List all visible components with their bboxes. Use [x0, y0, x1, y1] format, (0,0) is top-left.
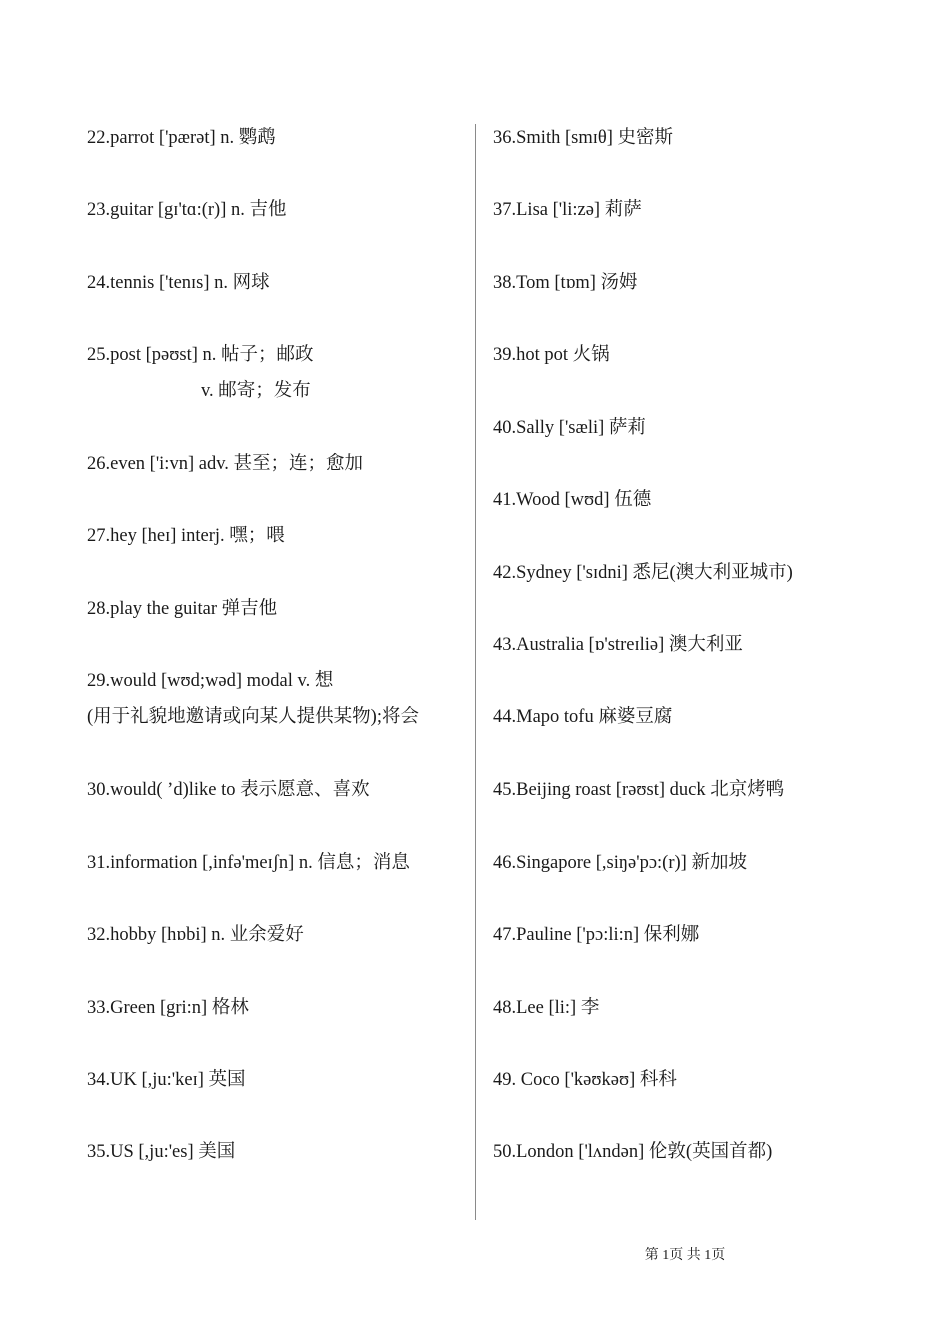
vocab-entry-text: 34.UK [,ju:'keɪ] 英国	[87, 1070, 246, 1090]
vocab-entry	[493, 772, 784, 808]
vocab-entry-text: 30.would( ’d)like to 表示愿意、喜欢	[87, 780, 370, 800]
vocab-entry	[87, 1062, 246, 1098]
vocab-entry-text: 33.Green [gri:n] 格林	[87, 998, 249, 1018]
vocab-entry-text: 24.tennis ['tenɪs] n. 网球	[87, 273, 270, 293]
vocab-entry	[87, 990, 249, 1026]
vocab-entry-text: 39.hot pot 火锅	[493, 345, 610, 365]
page-number-text: 第 1页 共 1页	[644, 1248, 726, 1263]
vocab-entry-text: 38.Tom [tɒm] 汤姆	[493, 273, 638, 293]
vocab-entry-text: 37.Lisa ['li:zə] 莉萨	[493, 200, 642, 220]
column-divider	[475, 124, 476, 1220]
vocab-entry	[493, 555, 793, 591]
vocab-entry	[87, 845, 410, 881]
vocab-entry	[87, 446, 363, 482]
vocab-entry	[493, 192, 642, 228]
vocab-entry	[493, 845, 747, 881]
vocab-entry-text: 28.play the guitar 弹吉他	[87, 599, 278, 619]
vocab-entry	[87, 120, 276, 156]
vocab-entry-text: 22.parrot ['pærət] n. 鹦鹉	[87, 128, 276, 148]
vocab-entry-text: 49. Coco ['kəʊkəʊ] 科科	[493, 1070, 677, 1090]
vocab-entry	[493, 482, 651, 518]
vocab-entry-text: 45.Beijing roast [rəʊst] duck 北京烤鸭	[493, 780, 785, 800]
vocab-entry	[493, 990, 599, 1026]
vocab-entry	[87, 337, 314, 409]
vocab-entry-continuation: (用于礼貌地邀请或向某人提供某物);将会	[87, 707, 419, 727]
vocab-entry-text: 31.information [,infə'meɪʃn] n. 信息；消息	[87, 853, 410, 873]
vocab-entry-text: 43.Australia [ɒ'streɪliə] 澳大利亚	[493, 635, 743, 655]
vocab-entry	[493, 120, 673, 156]
vocab-entry	[493, 917, 699, 953]
vocab-entry-text: 41.Wood [wʊd] 伍德	[493, 490, 652, 510]
vocab-entry	[493, 410, 646, 446]
vocab-entry-text: 36.Smith [smɪθ] 史密斯	[493, 128, 673, 148]
vocab-entry	[87, 772, 370, 808]
vocab-entry-text: 23.guitar [gɪ'tɑ:(r)] n. 吉他	[87, 200, 287, 220]
vocab-entry	[493, 337, 610, 373]
vocab-entry-text: 50.London ['lʌndən] 伦敦(英国首都)	[493, 1142, 773, 1162]
vocab-entry-text: 29.would [wʊd;wəd] modal v. 想	[87, 671, 334, 691]
vocab-entry-text: 35.US [,ju:'es] 美国	[87, 1142, 236, 1162]
vocab-entry	[87, 265, 270, 301]
vocab-entry-text: 46.Singapore [,siŋə'pɔ:(r)] 新加坡	[493, 853, 747, 873]
vocab-entry-text: 26.even ['i:vn] adv. 甚至；连；愈加	[87, 454, 363, 474]
vocab-entry	[493, 1062, 677, 1098]
vocab-entry	[493, 265, 638, 301]
page-footer	[0, 1244, 950, 1264]
vocab-entry-text: 25.post [pəʊst] n. 帖子；邮政	[87, 345, 314, 365]
vocab-entry-text: 27.hey [heɪ] interj. 嘿；喂	[87, 526, 285, 546]
vocab-entry	[87, 917, 304, 953]
vocab-entry	[493, 1134, 772, 1170]
vocab-entry-text: 48.Lee [li:] 李	[493, 998, 600, 1018]
vocab-entry-text: 47.Pauline ['pɔ:li:n] 保利娜	[493, 925, 700, 945]
vocab-entry	[87, 192, 287, 228]
vocab-entry-text: 42.Sydney ['sɪdni] 悉尼(澳大利亚城市)	[493, 563, 793, 583]
vocab-entry-continuation: v. 邮寄；发布	[201, 381, 311, 401]
vocab-entry	[87, 663, 419, 735]
vocab-entry	[87, 1134, 235, 1170]
vocab-entry	[87, 591, 277, 627]
vocab-entry	[493, 699, 672, 735]
vocab-entry-text: 44.Mapo tofu 麻婆豆腐	[493, 707, 673, 727]
vocab-entry	[493, 627, 743, 663]
vocab-entry	[87, 518, 285, 554]
vocab-entry-text: 40.Sally ['sæli] 萨莉	[493, 418, 646, 438]
vocab-entry-text: 32.hobby [hɒbi] n. 业余爱好	[87, 925, 304, 945]
